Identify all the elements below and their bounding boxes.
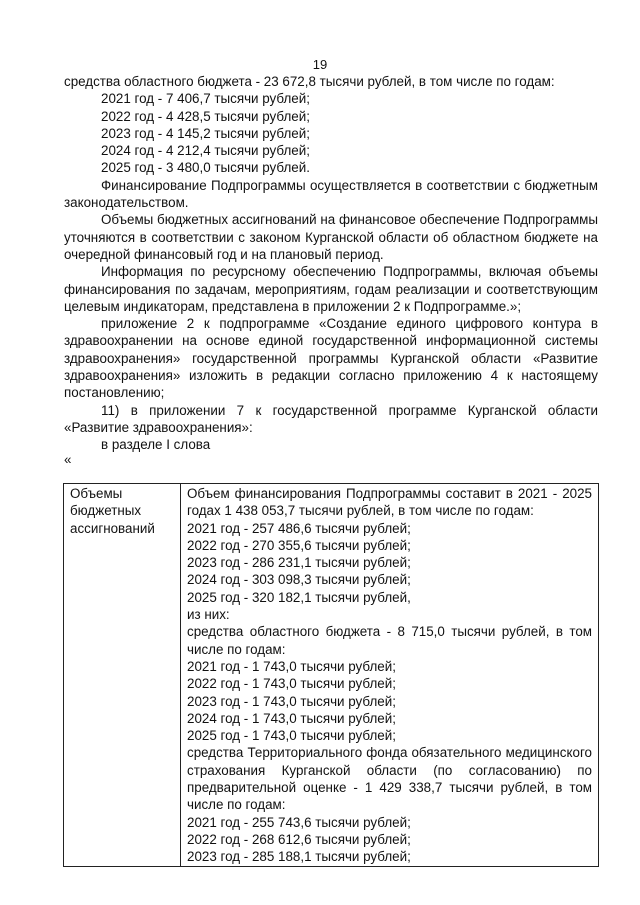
table-label-cell: Объемы бюджетных ассигнований — [64, 484, 181, 867]
year-line: 2025 год - 3 480,0 тысячи рублей. — [101, 160, 310, 176]
paragraph-regional-budget: средства областного бюджета - 23 672,8 тысячи рублей, в том числе по годам: — [64, 74, 555, 89]
year-line: 2023 год - 1 743,0 тысячи рублей; — [187, 693, 396, 709]
year-line: 2025 год - 1 743,0 тысячи рублей; — [187, 728, 396, 744]
year-line: 2023 год - 4 145,2 тысячи рублей; — [101, 125, 310, 141]
regional-budget-line: средства областного бюджета - 8 715,0 тысячи рублей, в том числе по годам: — [187, 624, 592, 657]
year-line: 2024 год - 4 212,4 тысячи рублей; — [101, 143, 310, 159]
year-line: 2021 год - 1 743,0 тысячи рублей; — [187, 658, 396, 674]
year-line: 2023 год - 285 188,1 тысячи рублей; — [187, 849, 411, 865]
paragraph-appendix-7: 11) в приложении 7 к государственной программе Курганской области «Развитие здравоохранения»: — [64, 402, 598, 435]
year-line: 2022 год - 4 428,5 тысячи рублей; — [101, 108, 310, 124]
paragraph-information: Информация по ресурсному обеспечению Подпрограммы, включая объемы финансирования по задачам, мероприятиям, годам реализации и соответствующим целевым индикаторам, представлена в приложении 2 к Подпрограмме.»; — [64, 264, 598, 314]
paragraph-section-1: в разделе I слова — [101, 437, 211, 453]
year-line: 2022 год - 270 355,6 тысячи рублей; — [187, 537, 411, 553]
financing-table — [63, 483, 599, 867]
year-line: 2023 год - 286 231,1 тысячи рублей; — [187, 555, 411, 571]
year-line: 2022 год - 268 612,6 тысячи рублей; — [187, 831, 411, 847]
year-line: 2024 год - 303 098,3 тысячи рублей; — [187, 572, 411, 588]
document-body — [64, 73, 598, 466]
opening-quote: « — [64, 451, 72, 467]
year-line: 2021 год - 257 486,6 тысячи рублей; — [187, 520, 411, 536]
paragraph-financing: Финансирование Подпрограммы осуществляется в соответствии с бюджетным законодательством. — [64, 177, 598, 211]
paragraph-allocations: Объемы бюджетных ассигнований на финансовое обеспечение Подпрограммы уточняются в соответствии с законом Курганской области об областном бюджете на очередной финансовый год и на плановый период. — [64, 212, 598, 262]
fund-line: средства Территориального фонда обязательного медицинского страхования Курганской области (по согласованию) по предварительной оценке - 1 429 338,7 тысячи рублей, в том числе по годам: — [187, 745, 592, 813]
paragraph-appendix-2: приложение 2 к подпрограмме «Создание единого цифрового контура в здравоохранении на основе единой государственной информационной системы здравоохранения» государственной программы Курганской области «Развитие здравоохранения» изложить в редакции согласно приложению 4 к настоящему постановлению; — [64, 316, 598, 401]
year-line: 2025 год - 320 182,1 тысячи рублей, — [187, 589, 411, 605]
year-line: 2022 год - 1 743,0 тысячи рублей; — [187, 676, 396, 692]
table-row — [64, 484, 599, 867]
year-line: 2021 год - 255 743,6 тысячи рублей; — [187, 814, 411, 830]
year-line: 2021 год - 7 406,7 тысячи рублей; — [101, 91, 310, 107]
of-them-line: из них: — [187, 607, 230, 623]
page-number: 19 — [312, 57, 328, 72]
table-content-cell — [181, 484, 599, 867]
year-line: 2024 год - 1 743,0 тысячи рублей; — [187, 710, 396, 726]
table-intro: Объем финансирования Подпрограммы составит в 2021 - 2025 годах 1 438 053,7 тысячи рублей, в том числе по годам: — [187, 486, 592, 519]
